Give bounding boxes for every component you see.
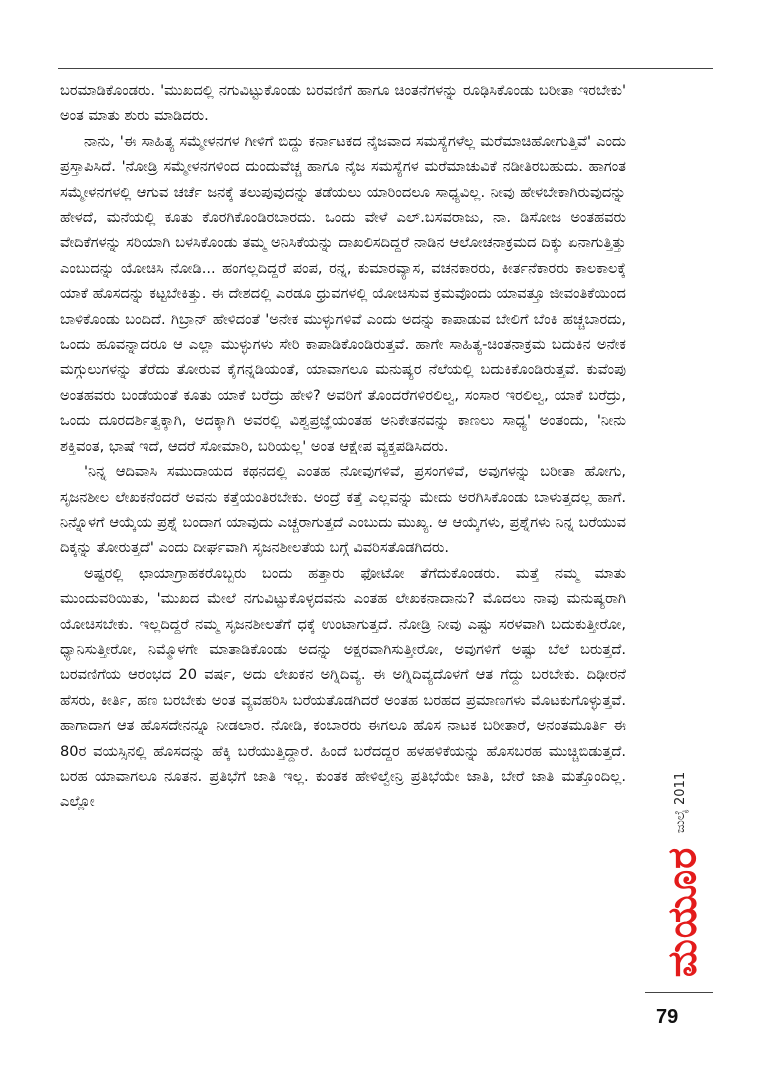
issue-date	[666, 772, 696, 832]
side-masthead	[652, 772, 712, 990]
page-number: 79	[656, 1006, 679, 1028]
article-paragraph-2: ನಾನು, 'ಈ ಸಾಹಿತ್ಯ ಸಮ್ಮೇಳನಗಳ ಗೀಳಿಗೆ ಬಿದ್ದು ಕರ್ನಾಟಕದ ನೈಜವಾದ ಸಮಸ್ಯೆಗಳೆಲ್ಲ ಮರೆಮಾಚಿಹೋಗುತ್ತಿವೆ' ಎಂದು ಪ್ರಸ್ತಾಪಿಸಿದೆ. 'ನೋಡ್ರಿ ಸಮ್ಮೇಳನಗಳಿಂದ ದುಂದುವೆಚ್ಚ ಹಾಗೂ ನೈಜ ಸಮಸ್ಯೆಗಳ ಮರೆಮಾಚುವಿಕೆ ನಡೀತಿರಬಹುದು. ಹಾಗಂತ ಸಮ್ಮೇಳನಗಳಲ್ಲಿ ಆಗುವ ಚರ್ಚೆ ಜನಕ್ಕೆ ತಲುಪುವುದನ್ನು ತಡೆಯಲು ಯಾರಿಂದಲೂ ಸಾಧ್ಯವಿಲ್ಲ. ನೀವು ಹೇಳಬೇಕಾಗಿರುವುದನ್ನು ಹೇಳದೆ, ಮನೆಯಲ್ಲಿ ಕೂತು ಕೊರಗಿಕೊಂಡಿರಬಾರದು. ಒಂದು ವೇಳೆ ಎಲ್.ಬಸವರಾಜು, ನಾ. ಡಿಸೋಜ ಅಂತಹವರು ವೇದಿಕೆಗಳನ್ನು ಸರಿಯಾಗಿ ಬಳಸಿಕೊಂಡು ತಮ್ಮ ಅನಿಸಿಕೆಯನ್ನು ದಾಖಲಿಸದಿದ್ದರೆ ನಾಡಿನ ಆಲೋಚನಾಕ್ರಮದ ದಿಕ್ಕು ಏನಾಗುತ್ತಿತ್ತು ಎಂಬುದನ್ನು ಯೋಚಿಸಿ ನೋಡಿ... ಹಂಗಲ್ಲದಿದ್ದರೆ ಪಂಪ, ರನ್ನ, ಕುಮಾರವ್ಯಾಸ, ವಚನಕಾರರು, ಕೀರ್ತನೆಕಾರರು ಕಾಲಕಾಲಕ್ಕೆ ಯಾಕೆ ಹೊಸದನ್ನು ಕಟ್ಟಬೇಕಿತ್ತು. ಈ ದೇಶದಲ್ಲಿ ಎರಡೂ ಧ್ರುವಗಳಲ್ಲಿ ಯೋಚಿಸುವ ಕ್ರಮವೊಂದು ಯಾವತ್ತೂ ಜೀವಂತಿಕೆಯಿಂದ ಬಾಳಿಕೊಂಡು ಬಂದಿದೆ. ಗಿಬ್ರಾನ್ ಹೇಳಿದಂತೆ 'ಅನೇಕ ಮುಳ್ಳುಗಳಿವೆ ಎಂದು ಅದನ್ನು ಕಾಪಾಡುವ ಬೇಲಿಗೆ ಬೆಂಕಿ ಹಚ್ಚಬಾರದು, ಒಂದು ಹೂವನ್ನಾದರೂ ಆ ಎಲ್ಲಾ ಮುಳ್ಳುಗಳು ಸೇರಿ ಕಾಪಾಡಿಕೊಂಡಿರುತ್ತವೆ. ಹಾಗೇ ಸಾಹಿತ್ಯ-ಚಿಂತನಾಕ್ರಮ ಬದುಕಿನ ಅನೇಕ ಮಗ್ಗುಲುಗಳನ್ನು ತೆರೆದು ತೋರುವ ಕೈಗನ್ನಡಿಯಂತೆ, ಯಾವಾಗಲೂ ಮನುಷ್ಯರ ನೆಲೆಯಲ್ಲಿ ಬದುಕಿಕೊಂಡಿರುತ್ತವೆ. ಕುವೆಂಪು ಅಂತಹವರು ಬಂಡೆಯಂತೆ ಕೂತು ಯಾಕೆ ಬರೆದ್ರು ಹೇಳಿ? ಅವರಿಗೆ ತೊಂದರೆಗಳಿರಲಿಲ್ವ, ಸಂಸಾರ ಇರಲಿಲ್ವ, ಯಾಕೆ ಬರೆದ್ರು, ಒಂದು ದೂರದರ್ಶಿತ್ವಕ್ಕಾಗಿ, ಅದಕ್ಕಾಗಿ ಅವರಲ್ಲಿ ವಿಶ್ವಪ್ರಜ್ಞೆಯಂತಹ ಅನಿಕೇತನವನ್ನು ಕಾಣಲು ಸಾಧ್ಯ' ಅಂತಂದು, 'ನೀನು ಶಕ್ತಿವಂತ, ಭಾಷೆ ಇದೆ, ಆದರೆ ಸೋಮಾರಿ, ಬರಿಯಲ್ಲ' ಅಂತ ಆಕ್ಷೇಪ ವ್ಯಕ್ತಪಡಿಸಿದರು.	[60, 132, 626, 455]
article-paragraph-3: 'ನಿನ್ನ ಆದಿವಾಸಿ ಸಮುದಾಯದ ಕಥನದಲ್ಲಿ ಎಂತಹ ನೋವುಗಳಿವೆ, ಪ್ರಸಂಗಳಿವೆ, ಅವುಗಳನ್ನು ಬರೀತಾ ಹೋಗು, ಸೃಜನಶೀಲ ಲೇಖಕನೆಂದರೆ ಅವನು ಕತ್ತೆಯಂತಿರಬೇಕು. ಅಂದ್ರೆ ಕತ್ತೆ ಎಲ್ಲವನ್ನು ಮೇದು ಅರಗಿಸಿಕೊಂಡು ಬಾಳುತ್ತದಲ್ಲ ಹಾಗೆ. ನಿನ್ನೊಳಗೆ ಆಯ್ಕೆಯ ಪ್ರಶ್ನೆ ಬಂದಾಗ ಯಾವುದು ಎಚ್ಚರಾಗುತ್ತದೆ ಎಂಬುದು ಮುಖ್ಯ. ಆ ಆಯ್ಕೆಗಳು, ಪ್ರಶ್ನೆಗಳು ನಿನ್ನ ಬರೆಯುವ ದಿಕ್ಕನ್ನು ತೋರುತ್ತದೆ' ಎಂದು ದೀರ್ಘವಾಗಿ ಸೃಜನಶೀಲತೆಯ ಬಗ್ಗೆ ವಿವರಿಸತೊಡಗಿದರು.	[60, 463, 626, 557]
top-rule	[58, 68, 713, 69]
article-paragraph-1: ಬರಮಾಡಿಕೊಂಡರು. 'ಮುಖದಲ್ಲಿ ನಗುವಿಟ್ಟುಕೊಂಡು ಬರವಣಿಗೆ ಹಾಗೂ ಚಿಂತನೆಗಳನ್ನು ರೂಢಿಸಿಕೊಂಡು ಬರೀತಾ ಇರಬೇಕು' ಅಂತ ಮಾತು ಶುರು ಮಾಡಿದರು.	[60, 82, 626, 125]
article-body	[60, 78, 626, 815]
magazine-logo	[656, 832, 708, 992]
article-paragraph-4: ಅಷ್ಟರಲ್ಲಿ ಛಾಯಾಗ್ರಾಹಕರೊಬ್ಬರು ಬಂದು ಹತ್ತಾರು ಫೋಟೋ ತೆಗೆದುಕೊಂಡರು. ಮತ್ತೆ ನಮ್ಮ ಮಾತು ಮುಂದುವರಿಯಿತು, 'ಮುಖದ ಮೇಲೆ ನಗುವಿಟ್ಟುಕೊಳ್ಳದವನು ಎಂತಹ ಲೇಖಕನಾದಾನು? ಮೊದಲು ನಾವು ಮನುಷ್ಯರಾಗಿ ಯೋಚಿಸಬೇಕು. ಇಲ್ಲದಿದ್ದರೆ ನಮ್ಮ ಸೃಜನಶೀಲತೆಗೆ ಧಕ್ಕೆ ಉಂಟಾಗುತ್ತದೆ. ನೋಡ್ರಿ ನೀವು ಎಷ್ಟು ಸರಳವಾಗಿ ಬದುಕುತ್ತೀರೋ, ಧ್ಯಾನಿಸುತ್ತೀರೋ, ನಿಮ್ಮೊಳಗೇ ಮಾತಾಡಿಕೊಂಡು ಅದನ್ನು ಅಕ್ಷರವಾಗಿಸುತ್ತೀರೋ, ಅವುಗಳಿಗೆ ಅಷ್ಟು ಬೆಲೆ ಬರುತ್ತದೆ. ಬರವಣಿಗೆಯ ಆರಂಭದ 20 ವರ್ಷ, ಅದು ಲೇಖಕನ ಅಗ್ನಿದಿವ್ಯ. ಈ ಅಗ್ನಿದಿವ್ಯದೊಳಗೆ ಆತ ಗೆದ್ದು ಬರಬೇಕು. ದಿಢೀರನೆ ಹೆಸರು, ಕೀರ್ತಿ, ಹಣ ಬರಬೇಕು ಅಂತ ವ್ಯವಹರಿಸಿ ಬರೆಯತೊಡಗಿದರೆ ಅಂತಹ ಬರಹದ ಪ್ರಮಾಣಗಳು ಮೊಟಕುಗೊಳ್ಳುತ್ತವೆ. ಹಾಗಾದಾಗ ಆತ ಹೊಸದೇನನ್ನೂ ನೀಡಲಾರ. ನೋಡಿ, ಕಂಬಾರರು ಈಗಲೂ ಹೊಸ ನಾಟಕ ಬರೀತಾರೆ, ಅನಂತಮೂರ್ತಿ ಈ 80ರ ವಯಸ್ಸಿನಲ್ಲಿ ಹೊಸದನ್ನು ಹೆಕ್ಕಿ ಬರೆಯುತ್ತಿದ್ದಾರೆ. ಹಿಂದೆ ಬರೆದದ್ದರ ಹಳಹಳಿಕೆಯನ್ನು ಹೊಸಬರಹ ಮುಚ್ಚಿಬಿಡುತ್ತದೆ. ಬರಹ ಯಾವಾಗಲೂ ನೂತನ. ಪ್ರತಿಭೆಗೆ ಜಾತಿ ಇಲ್ಲ. ಕುಂತಕ ಹೇಳಿಲ್ವೇನ್ರಿ ಪ್ರತಿಭೆಯೇ ಜಾತಿ, ಬೇರೆ ಜಾತಿ ಮತ್ತೊಂದಿಲ್ಲ. ಎಲ್ಲೋ	[60, 564, 626, 811]
magazine-logo-text: ಮಯೂರ	[659, 846, 705, 978]
page-number-rule	[645, 992, 713, 993]
issue-date-text: ಜುಲೈ 2011	[673, 771, 689, 833]
